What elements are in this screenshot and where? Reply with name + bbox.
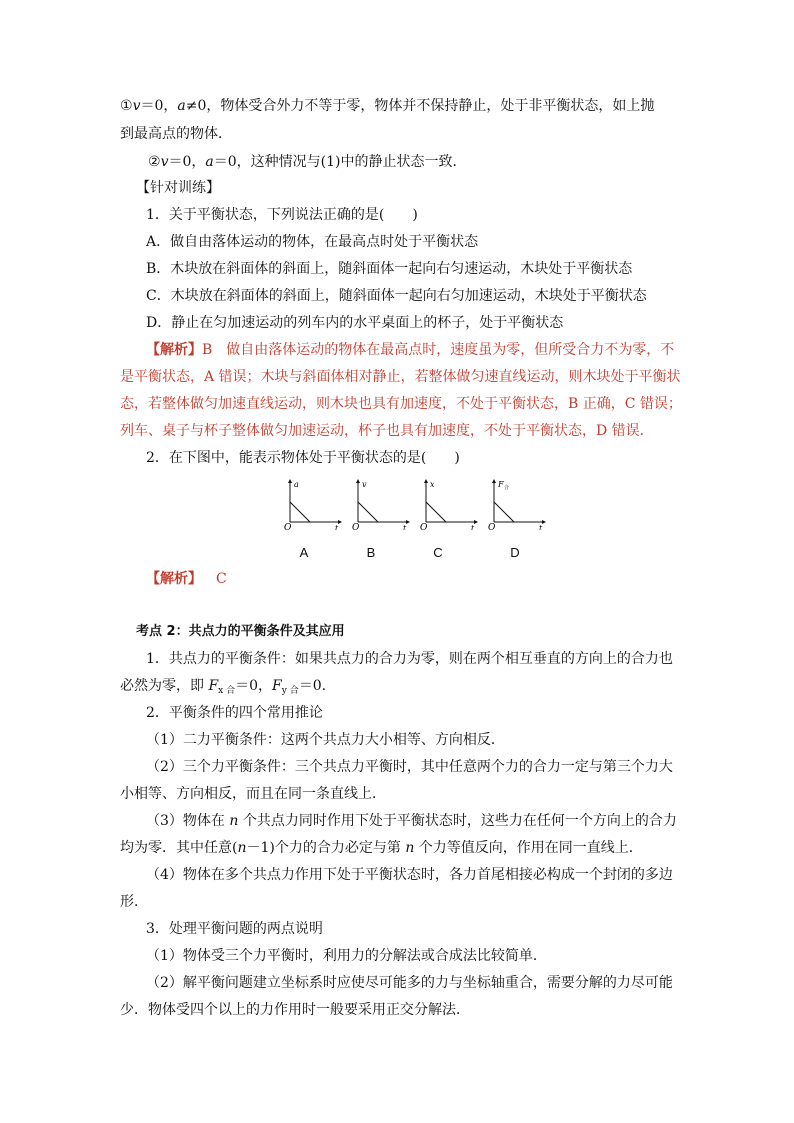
point2-item1-line2: [120, 676, 680, 701]
q1-analysis-line-4: 列车、桌子与杯子整体做匀加速运动，杯子也具有加速度，不处于平衡状态，D 错误．: [120, 423, 654, 439]
inference-2-line2: 小相等、方向相反，而且在同一条直线上．: [120, 786, 386, 802]
subscript-y: y 合: [281, 686, 299, 696]
graph-label-d: D: [510, 545, 520, 560]
graph-label-a: A: [299, 545, 309, 560]
graph-a: [284, 478, 344, 530]
var-f: F: [272, 678, 282, 694]
subscript-x: x 合: [218, 686, 236, 696]
graph-c-ylabel: x: [430, 480, 435, 489]
point2-item2: 2．平衡条件的四个常用推论: [146, 705, 323, 721]
text: ＝0，这种情况与(1)中的静止状态一致．: [213, 154, 467, 170]
graph-b-xlabel: t: [403, 524, 407, 530]
q1-option-b: B．木块放在斜面体的斜面上，随斜面体一起向右匀速运动，木块处于平衡状态: [146, 261, 633, 277]
text: 必然为零，即: [120, 678, 209, 694]
q1-option-d: D．静止在匀加速运动的列车内的水平桌面上的杯子，处于平衡状态: [146, 315, 564, 331]
q2-stem: 2．在下图中，能表示物体处于平衡状态的是( ): [146, 450, 460, 466]
var-n: n: [237, 840, 247, 856]
var-f: F: [208, 678, 219, 694]
analysis-label: 【解析】: [146, 342, 202, 358]
text: ＝0，: [140, 98, 178, 114]
graph-c-origin: O: [420, 523, 428, 530]
text: －1)个力的合力必定与第: [246, 840, 406, 856]
text: 均为零．其中任意(: [120, 840, 238, 856]
graph-d-ylabel: F: [498, 480, 504, 489]
case2-line: [120, 152, 680, 172]
graph-a-svg: [284, 478, 344, 530]
q1-analysis-line-1: [146, 340, 706, 360]
inference-3-line2: [120, 838, 680, 858]
graph-c-svg: [420, 478, 480, 530]
var-a: a: [177, 98, 186, 114]
analysis-label: 【解析】: [146, 571, 202, 587]
graph-b-origin: O: [352, 523, 360, 530]
graph-c: [420, 478, 480, 530]
graph-d-ylabel-sub: 合: [504, 485, 510, 491]
q1-option-a: A．做自由落体运动的物体，在最高点时处于平衡状态: [146, 234, 479, 250]
inference-3-line1: [146, 811, 706, 831]
point2-item1-line1: 1．共点力的平衡条件：如果共点力的合力为零，则在两个相互垂直的方向上的合力也: [146, 651, 673, 667]
point2-item3: 3．处理平衡问题的两点说明: [146, 921, 323, 937]
q1-stem: 1．关于平衡状态，下列说法正确的是( ): [146, 207, 418, 223]
graph-d-origin: O: [488, 523, 496, 530]
q1-analysis-line-2: 是平衡状态，A 错误；木块与斜面体相对静止，若整体做匀速直线运动，则木块处于平衡状: [120, 369, 681, 385]
circled-number-1: ①: [120, 98, 133, 114]
graph-label-c: C: [433, 545, 443, 560]
var-v: v: [132, 98, 141, 114]
point2-title: 考点 2：共点力的平衡条件及其应用: [136, 624, 345, 639]
text: （3）物体在: [146, 813, 230, 829]
graph-a-ylabel: a: [294, 480, 299, 489]
text: 个共点力同时作用下处于平衡状态时，这些力在任何一个方向上的合力: [238, 813, 677, 829]
text: ＝0.: [298, 678, 327, 694]
q1-analysis-line-3: 态，若整体做匀加速直线运动，则木块也具有加速度，不处于平衡状态，B 正确，C 错误；: [120, 396, 682, 412]
graph-b: [352, 478, 412, 530]
graph-c-xlabel: t: [471, 524, 475, 530]
case1-line: [120, 96, 680, 116]
case1-continuation: 到最高点的物体．: [120, 126, 232, 142]
q2-analysis: [146, 569, 706, 589]
inference-1: （1）二力平衡条件：这两个共点力大小相等、方向相反．: [146, 732, 505, 748]
graph-label-b: B: [366, 545, 376, 560]
graph-b-ylabel: v: [362, 480, 367, 489]
note-2-line1: （2）解平衡问题建立坐标系时应使尽可能多的力与坐标轴重合，需要分解的力尽可能: [146, 975, 673, 991]
text: ＝0，: [168, 154, 206, 170]
inference-4-line2: 形．: [120, 894, 148, 910]
var-a: a: [205, 154, 214, 170]
var-n: n: [229, 813, 239, 829]
analysis-answer: C: [216, 571, 227, 587]
graph-d-xlabel: t: [539, 524, 543, 530]
note-1: （1）物体受三个力平衡时，利用力的分解法或合成法比较简单．: [146, 948, 547, 964]
graph-a-origin: O: [284, 523, 292, 530]
q1-option-c: C．木块放在斜面体的斜面上，随斜面体一起向右匀加速运动，木块处于平衡状态: [146, 288, 647, 304]
graph-a-xlabel: t: [335, 524, 339, 530]
graph-b-svg: [352, 478, 412, 530]
circled-number-2: ②: [148, 154, 161, 170]
graph-d-svg: [488, 478, 548, 530]
training-heading: 【针对训练】: [136, 180, 220, 196]
var-n: n: [405, 840, 415, 856]
analysis-text: B 做自由落体运动的物体在最高点时，速度虽为零，但所受合力不为零，不: [202, 342, 675, 358]
inference-4-line1: （4）物体在多个共点力作用下处于平衡状态时，各力首尾相接必构成一个封闭的多边: [146, 867, 673, 883]
var-v: v: [160, 154, 169, 170]
inference-2-line1: （2）三个力平衡条件：三个共点力平衡时，其中任意两个力的合力一定与第三个力大: [146, 759, 673, 775]
text: 个力等值反向，作用在同一直线上．: [414, 840, 643, 856]
text: ≠0，物体受合外力不等于零，物体并不保持静止，处于非平衡状态，如上抛: [185, 98, 655, 114]
graph-d: [488, 478, 548, 530]
note-2-line2: 少．物体受四个以上的力作用时一般要采用正交分解法．: [120, 1002, 470, 1018]
text: ＝0，: [235, 678, 273, 694]
